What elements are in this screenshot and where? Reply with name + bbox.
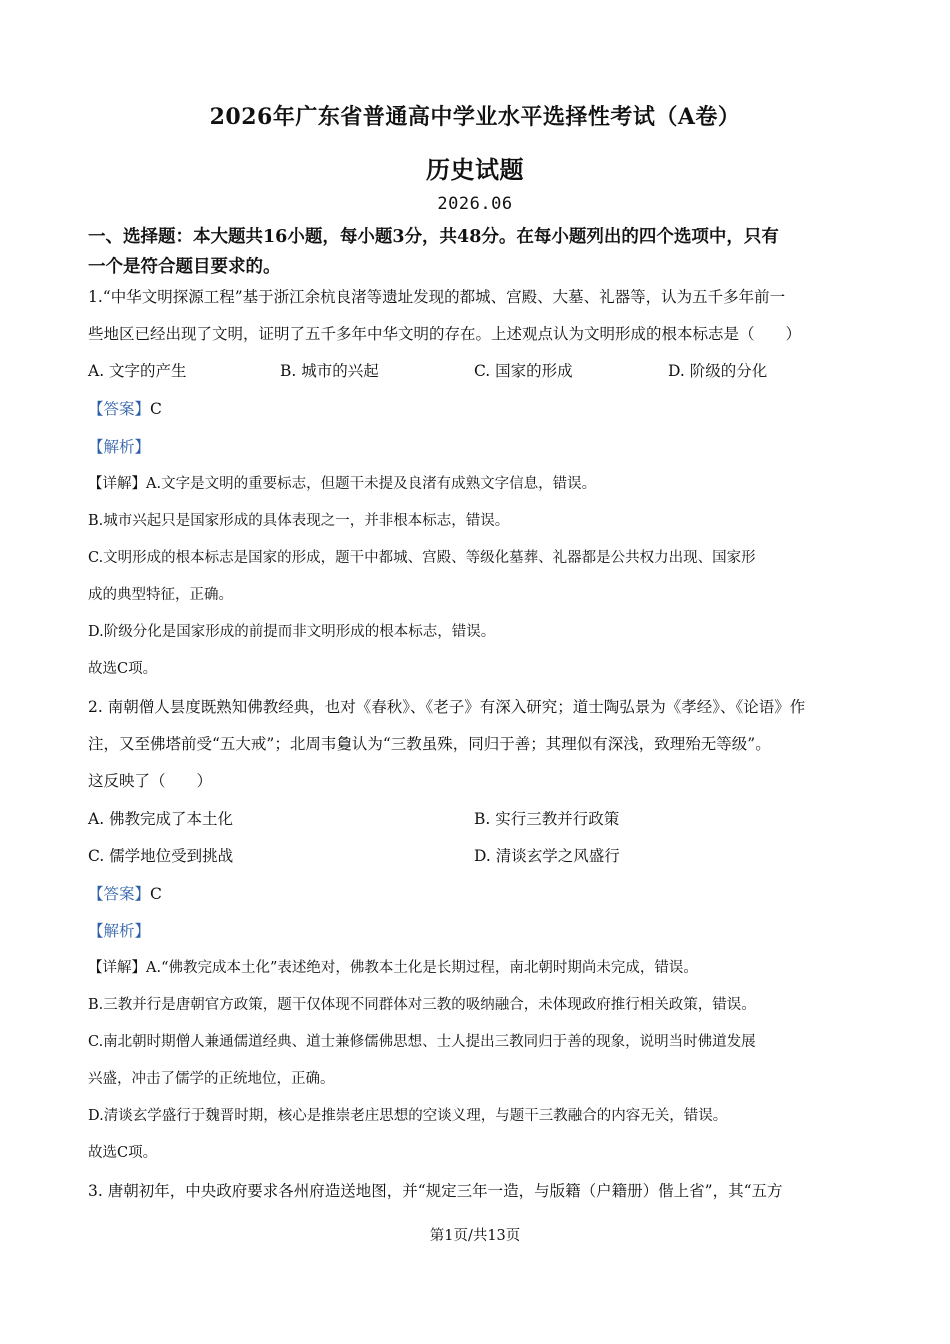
q2-detail-a: 【详解】A.“佛教完成本土化”表述绝对，佛教本土化是长期过程，南北朝时期尚未完成，错误。 <box>88 960 698 976</box>
q1-detail-d: D.阶级分化是国家形成的前提而非文明形成的根本标志，错误。 <box>88 624 496 640</box>
q1-analysis-tag: 【解析】 <box>88 438 151 456</box>
q1-detail-b: B.城市兴起只是国家形成的具体表现之一，并非根本标志，错误。 <box>88 513 510 529</box>
q2-option-d: D. 清谈玄学之风盛行 <box>474 847 620 865</box>
section-heading-line-2: 一个是符合题目要求的。 <box>88 257 281 277</box>
q1-detail-c-line-2: 成的典型特征，正确。 <box>88 587 233 603</box>
q2-detail-c-line-2: 兴盛，冲击了儒学的正统地位，正确。 <box>88 1071 335 1087</box>
q1-option-b: B. 城市的兴起 <box>280 362 379 380</box>
q2-detail-b: B.三教并行是唐朝官方政策，题干仅体现不同群体对三教的吸纳融合，未体现政府推行相关政策，错误。 <box>88 997 756 1013</box>
page-number: 第1页/共13页 <box>429 1228 521 1244</box>
section-heading <box>88 222 870 282</box>
exam-title: 2026年广东省普通高中学业水平选择性考试（A卷） <box>209 104 741 130</box>
q2-stem-line-1: 2. 南朝僧人昙度既熟知佛教经典，也对《春秋》、《老子》有深入研究；道士陶弘景为《孝经》、《论语》作 <box>88 698 806 716</box>
q2-detail-c-line-1: C.南北朝时期僧人兼通儒道经典、道士兼修儒佛思想、士人提出三教同归于善的现象，说明当时佛道发展 <box>88 1034 756 1050</box>
detail-tag: 【详解】 <box>88 960 146 976</box>
answer-tag: 【答案】 <box>88 885 151 903</box>
q2-option-c: C. 儒学地位受到挑战 <box>88 847 234 865</box>
q2-answer <box>88 883 868 905</box>
q2-detail-d: D.清谈玄学盛行于魏晋时期，核心是推崇老庄思想的空谈义理，与题干三教融合的内容无关，错误。 <box>88 1108 728 1124</box>
exam-subject: 历史试题 <box>426 155 524 184</box>
q1-detail-a: 【详解】A.文字是文明的重要标志，但题干未提及良渚有成熟文字信息，错误。 <box>88 476 597 492</box>
detail-tag: 【详解】 <box>88 476 146 492</box>
q2-option-a: A. 佛教完成了本土化 <box>88 810 234 828</box>
q1-stem-line-2: 些地区已经出现了文明，证明了五千多年中华文明的存在。上述观点认为文明形成的根本标志是（ ） <box>88 325 802 343</box>
q1-conclusion: 故选C项。 <box>88 661 158 677</box>
q3-stem-line-1: 3. 唐朝初年，中央政府要求各州府造送地图，并“规定三年一造，与版籍（户籍册）偕上省”，其“五方 <box>88 1182 783 1200</box>
q2-conclusion: 故选C项。 <box>88 1145 158 1161</box>
q1-option-d: D. 阶级的分化 <box>668 362 768 380</box>
q2-stem-line-3: 这反映了（ ） <box>88 772 213 790</box>
q1-option-a: A. 文字的产生 <box>88 362 187 380</box>
answer-value: C <box>150 400 162 418</box>
answer-tag: 【答案】 <box>88 400 151 418</box>
q1-option-c: C. 国家的形成 <box>474 362 573 380</box>
q2-option-b: B. 实行三教并行政策 <box>474 810 620 828</box>
q1-detail-c-line-1: C.文明形成的根本标志是国家的形成，题干中都城、宫殿、等级化墓葬、礼器都是公共权力出现、国家形 <box>88 550 756 566</box>
exam-date: 2026.06 <box>437 194 513 214</box>
q1-answer <box>88 398 868 420</box>
q2-analysis-tag: 【解析】 <box>88 922 151 940</box>
section-heading-line-1: 一、选择题：本大题共16小题，每小题3分，共48分。在每小题列出的四个选项中，只有 <box>88 227 779 247</box>
answer-value: C <box>150 885 162 903</box>
q2-stem-line-2: 注，又至佛塔前受“五大戒”；北周韦敻认为“三教虽殊，同归于善；其理似有深浅，致理殆无等级”。 <box>88 735 771 753</box>
q1-stem-line-1: 1.“中华文明探源工程”基于浙江余杭良渚等遗址发现的都城、宫殿、大墓、礼器等，认为五千多年前一 <box>88 288 786 306</box>
